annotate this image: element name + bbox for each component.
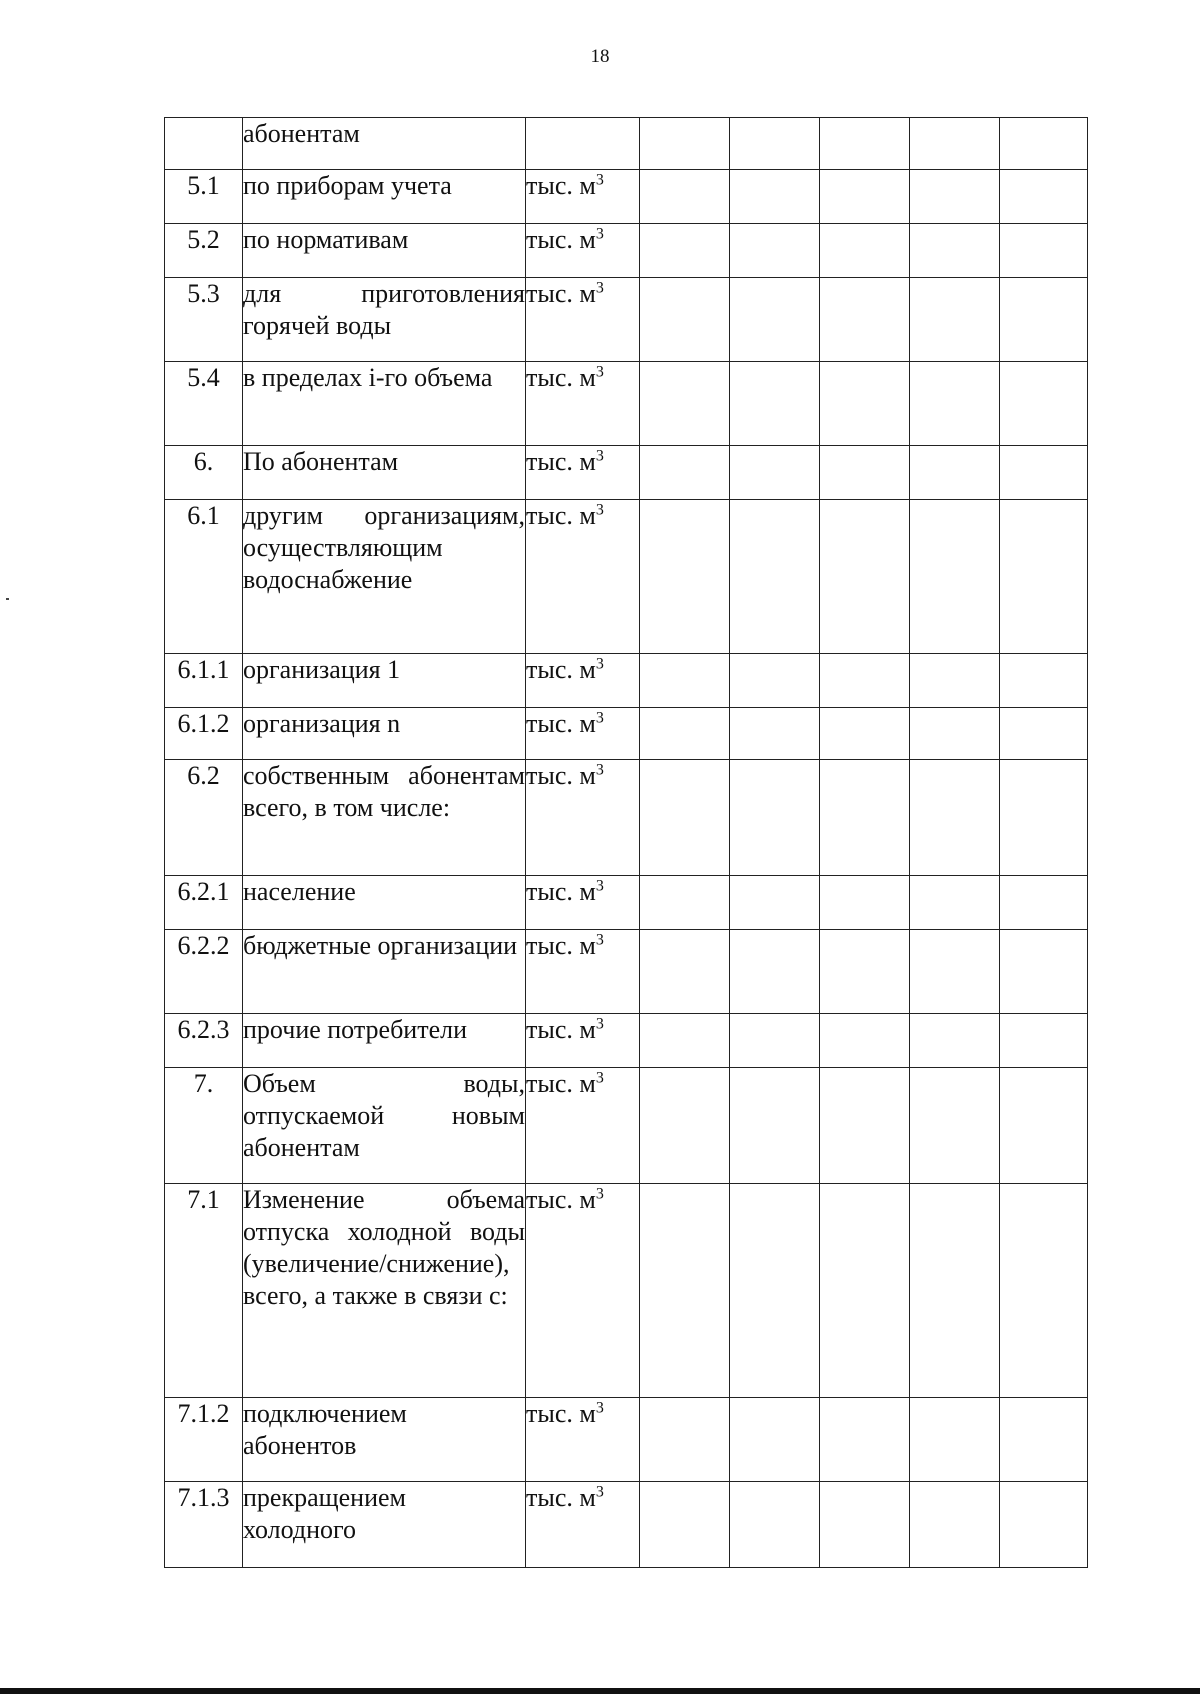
unit-label: тыс. м: [526, 501, 596, 530]
data-table: [164, 117, 1088, 1568]
value-cell: [730, 1398, 820, 1482]
value-cell: [820, 1398, 910, 1482]
value-cell: [1000, 278, 1088, 362]
unit-label: тыс. м: [526, 1399, 596, 1428]
row-number: 6.: [165, 446, 243, 500]
unit-exponent: 3: [595, 1015, 604, 1033]
value-cell: [820, 760, 910, 876]
value-cell: [640, 500, 730, 654]
row-number: 5.3: [165, 278, 243, 362]
value-cell: [1000, 118, 1088, 170]
row-number: 6.2.1: [165, 876, 243, 930]
unit-exponent: 3: [595, 1399, 604, 1417]
row-name: подключением абонентов: [243, 1398, 526, 1482]
row-name: организация 1: [243, 654, 526, 708]
unit-label: тыс. м: [526, 225, 596, 254]
row-unit: [526, 1068, 640, 1184]
row-name: Изменение объема отпуска холодной воды (увеличение/снижение), всего, а также в связи с:: [243, 1184, 526, 1398]
value-cell: [910, 1068, 1000, 1184]
value-cell: [1000, 708, 1088, 760]
value-cell: [640, 278, 730, 362]
row-name: в пределах i-го объема: [243, 362, 526, 446]
unit-label: тыс. м: [526, 761, 596, 790]
value-cell: [820, 1068, 910, 1184]
table-row: [165, 1184, 1088, 1398]
table-row: [165, 930, 1088, 1014]
unit-exponent: 3: [595, 363, 604, 381]
value-cell: [640, 1398, 730, 1482]
row-name: абонентам: [243, 118, 526, 170]
value-cell: [820, 654, 910, 708]
value-cell: [730, 446, 820, 500]
unit-label: тыс. м: [526, 655, 596, 684]
row-number: 6.2: [165, 760, 243, 876]
table-row: [165, 446, 1088, 500]
row-unit: [526, 118, 640, 170]
value-cell: [640, 876, 730, 930]
row-number: 7.1.2: [165, 1398, 243, 1482]
row-unit: [526, 170, 640, 224]
table-row: [165, 654, 1088, 708]
bottom-rule: [0, 1688, 1200, 1694]
value-cell: [1000, 170, 1088, 224]
table-row: [165, 224, 1088, 278]
value-cell: [1000, 760, 1088, 876]
value-cell: [910, 500, 1000, 654]
value-cell: [1000, 500, 1088, 654]
row-unit: [526, 930, 640, 1014]
value-cell: [730, 1014, 820, 1068]
value-cell: [910, 1184, 1000, 1398]
value-cell: [640, 930, 730, 1014]
value-cell: [730, 1184, 820, 1398]
value-cell: [730, 1482, 820, 1568]
unit-label: тыс. м: [526, 1069, 596, 1098]
value-cell: [640, 1482, 730, 1568]
value-cell: [820, 876, 910, 930]
value-cell: [730, 760, 820, 876]
unit-exponent: 3: [595, 1483, 604, 1501]
value-cell: [820, 1014, 910, 1068]
unit-exponent: 3: [595, 225, 604, 243]
row-name: для приготовления горячей воды: [243, 278, 526, 362]
value-cell: [910, 1398, 1000, 1482]
value-cell: [730, 278, 820, 362]
value-cell: [640, 224, 730, 278]
unit-exponent: 3: [595, 877, 604, 895]
value-cell: [910, 224, 1000, 278]
row-number: 7.1.3: [165, 1482, 243, 1568]
unit-label: тыс. м: [526, 709, 596, 738]
value-cell: [730, 654, 820, 708]
table-row: [165, 1482, 1088, 1568]
table-row: [165, 500, 1088, 654]
value-cell: [1000, 1014, 1088, 1068]
value-cell: [820, 1184, 910, 1398]
row-name: бюджетные организации: [243, 930, 526, 1014]
value-cell: [730, 224, 820, 278]
row-name: другим организациям, осуществляющим водоснабжение: [243, 500, 526, 654]
row-unit: [526, 1482, 640, 1568]
value-cell: [820, 1482, 910, 1568]
table-row: [165, 170, 1088, 224]
row-name: прекращением холодного: [243, 1482, 526, 1568]
value-cell: [820, 118, 910, 170]
value-cell: [1000, 654, 1088, 708]
row-number: 6.2.3: [165, 1014, 243, 1068]
value-cell: [910, 654, 1000, 708]
row-name: по приборам учета: [243, 170, 526, 224]
row-number: 5.1: [165, 170, 243, 224]
table-row: [165, 708, 1088, 760]
value-cell: [1000, 1482, 1088, 1568]
value-cell: [910, 446, 1000, 500]
table-row: [165, 876, 1088, 930]
value-cell: [1000, 224, 1088, 278]
value-cell: [730, 362, 820, 446]
value-cell: [1000, 1184, 1088, 1398]
value-cell: [1000, 876, 1088, 930]
row-number: 6.2.2: [165, 930, 243, 1014]
row-unit: [526, 1184, 640, 1398]
value-cell: [640, 1184, 730, 1398]
value-cell: [820, 446, 910, 500]
unit-exponent: 3: [595, 279, 604, 297]
value-cell: [1000, 930, 1088, 1014]
table-row: [165, 118, 1088, 170]
unit-exponent: 3: [595, 761, 604, 779]
unit-label: тыс. м: [526, 931, 596, 960]
value-cell: [640, 654, 730, 708]
row-unit: [526, 654, 640, 708]
value-cell: [820, 278, 910, 362]
value-cell: [640, 446, 730, 500]
value-cell: [820, 170, 910, 224]
row-name: по нормативам: [243, 224, 526, 278]
row-unit: [526, 446, 640, 500]
value-cell: [730, 170, 820, 224]
row-number: 6.1.1: [165, 654, 243, 708]
value-cell: [1000, 1398, 1088, 1482]
row-unit: [526, 362, 640, 446]
value-cell: [820, 224, 910, 278]
unit-label: тыс. м: [526, 363, 596, 392]
value-cell: [640, 760, 730, 876]
value-cell: [910, 760, 1000, 876]
unit-label: тыс. м: [526, 877, 596, 906]
value-cell: [1000, 446, 1088, 500]
value-cell: [910, 1014, 1000, 1068]
value-cell: [1000, 1068, 1088, 1184]
value-cell: [640, 708, 730, 760]
value-cell: [1000, 362, 1088, 446]
value-cell: [730, 876, 820, 930]
row-number: 5.4: [165, 362, 243, 446]
row-name: организация n: [243, 708, 526, 760]
unit-label: тыс. м: [526, 171, 596, 200]
value-cell: [910, 876, 1000, 930]
unit-label: тыс. м: [526, 1483, 596, 1512]
row-unit: [526, 278, 640, 362]
value-cell: [910, 278, 1000, 362]
value-cell: [730, 118, 820, 170]
unit-label: тыс. м: [526, 279, 596, 308]
value-cell: [910, 930, 1000, 1014]
row-number: 7.: [165, 1068, 243, 1184]
value-cell: [640, 1068, 730, 1184]
row-unit: [526, 708, 640, 760]
unit-label: тыс. м: [526, 447, 596, 476]
table-row: [165, 278, 1088, 362]
value-cell: [910, 708, 1000, 760]
row-number: [165, 118, 243, 170]
unit-exponent: 3: [595, 709, 604, 727]
row-name: население: [243, 876, 526, 930]
unit-label: тыс. м: [526, 1015, 596, 1044]
unit-exponent: 3: [595, 931, 604, 949]
row-name: прочие потребители: [243, 1014, 526, 1068]
unit-exponent: 3: [595, 171, 604, 189]
row-number: 6.1: [165, 500, 243, 654]
row-unit: [526, 1398, 640, 1482]
value-cell: [640, 362, 730, 446]
table-row: [165, 362, 1088, 446]
unit-label: тыс. м: [526, 1185, 596, 1214]
row-unit: [526, 224, 640, 278]
value-cell: [820, 362, 910, 446]
row-number: 7.1: [165, 1184, 243, 1398]
table-row: [165, 1398, 1088, 1482]
unit-exponent: 3: [595, 447, 604, 465]
value-cell: [640, 118, 730, 170]
value-cell: [820, 708, 910, 760]
row-unit: [526, 760, 640, 876]
value-cell: [910, 118, 1000, 170]
value-cell: [910, 362, 1000, 446]
value-cell: [820, 930, 910, 1014]
row-name: По абонентам: [243, 446, 526, 500]
unit-exponent: 3: [595, 501, 604, 519]
value-cell: [910, 1482, 1000, 1568]
margin-mark: [6, 598, 9, 600]
row-number: 5.2: [165, 224, 243, 278]
value-cell: [730, 1068, 820, 1184]
row-name: Объем воды, отпускаемой новым абонентам: [243, 1068, 526, 1184]
table-row: [165, 1068, 1088, 1184]
row-number: 6.1.2: [165, 708, 243, 760]
value-cell: [730, 930, 820, 1014]
row-unit: [526, 1014, 640, 1068]
row-name: собственным абонентам всего, в том числе:: [243, 760, 526, 876]
value-cell: [640, 1014, 730, 1068]
table-row: [165, 760, 1088, 876]
value-cell: [910, 170, 1000, 224]
row-unit: [526, 876, 640, 930]
row-unit: [526, 500, 640, 654]
unit-exponent: 3: [595, 655, 604, 673]
value-cell: [820, 500, 910, 654]
unit-exponent: 3: [595, 1069, 604, 1087]
value-cell: [730, 708, 820, 760]
unit-exponent: 3: [595, 1185, 604, 1203]
table-row: [165, 1014, 1088, 1068]
value-cell: [640, 170, 730, 224]
page-number: 18: [590, 46, 610, 67]
value-cell: [730, 500, 820, 654]
